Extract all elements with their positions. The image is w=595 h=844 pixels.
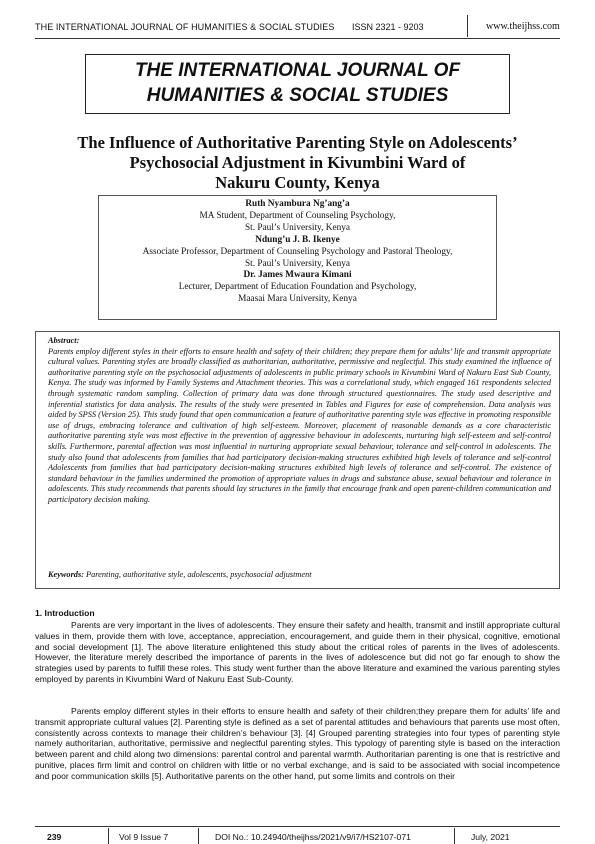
- keywords-text: Parenting, authoritative style, adolescents, psychosocial adjustment: [86, 570, 312, 579]
- running-header: [35, 19, 560, 35]
- header-journal-name: THE INTERNATIONAL JOURNAL OF HUMANITIES & SOCIAL STUDIES: [35, 22, 335, 32]
- author-affiliation: Associate Professor, Department of Counseling Psychology and Pastoral Theology,: [142, 246, 453, 257]
- author-name: Ndung’u J. B. Ikenye: [255, 234, 340, 245]
- footer-doi: DOI No.: 10.24940/theijhss/2021/v9/i7/HS2107-071: [215, 832, 411, 842]
- journal-title-box: [85, 54, 510, 114]
- abstract-label: Abstract:: [48, 336, 80, 345]
- keywords: [48, 570, 551, 579]
- page-number: 239: [47, 832, 62, 842]
- section-heading: 1. Introduction: [35, 608, 95, 618]
- header-divider: [467, 15, 468, 37]
- author-affiliation: Maasai Mara University, Kenya: [238, 294, 357, 305]
- abstract-text: Parents employ different styles in their efforts to ensure health and safety of their children; they prepare them for adults’ life and transmit appropriate cultural values. Parenting styles are broadly classified as authoritarian, authoritative, permissive and neglectful. This study examined the influence of authoritative parenting style on the psychosocial adjustments of adolescents in public primary schools in Kivumbini Ward of Nakuru East Sub County, Kenya. The study was informed by Family Systems and Attachment theories. This was a correlational study, which engaged 161 respondents selected through systematic random sampling. Collection of primary data was done through structured questionnaires. The study used descriptive and inferential statistics for data analysis. The results of the study were presented in Tables and Figures for ease of comprehension. Data analysis was aided by SPSS (Version 25). This study found that open communication a feature of authoritative parenting style was effective in promoting responsible use of drugs, embracing tolerance and cultivation of high self-esteem. Moreover, placement of reasonable demands as a core characteristic authoritative parenting style was most effective in the prevention of aggressive behaviour in adolescents, nurturing high self-esteem and self-control skills. Furthermore, parental affection was most influential in nurturing appropriate sexual behaviour, tolerance and self-control in adolescents. The study also found that adolescents from families that had participatory decision-making structures exhibited high levels of tolerance and self-control Adolescents from families that had participatory decision-making structures exhibited high levels of tolerance and self-control. The existence of standard behaviour in the families undermined the promotion of appropriate values in drugs and substance abuse, sexual behaviour and tolerance in adolescents. This study recommends that parents should lay structures in the family that encourage frank and open parent-children communication and participatory decision making.: [48, 346, 551, 504]
- author-name: Ruth Nyambura Ng’ang’a: [245, 199, 350, 209]
- header-rule: [35, 38, 560, 39]
- header-issn: ISSN 2321 - 9203: [352, 22, 424, 32]
- header-website: www.theijhss.com: [486, 21, 560, 32]
- intro-paragraph-1: [35, 620, 560, 685]
- author-affiliation: Lecturer, Department of Education Foundation and Psychology,: [178, 282, 417, 293]
- footer-volume: Vol 9 Issue 7: [119, 832, 169, 842]
- journal-title-line2: HUMANITIES & SOCIAL STUDIES: [146, 85, 449, 106]
- author-affiliation: St. Paul’s University, Kenya: [244, 258, 350, 269]
- article-title-line3: Nakuru County, Kenya: [215, 173, 380, 192]
- author-affiliation: MA Student, Department of Counseling Psychology,: [199, 210, 396, 221]
- footer-rule: [35, 826, 560, 827]
- article-title-line2: Psychosocial Adjustment in Kivumbini Ward of: [129, 153, 466, 172]
- abstract-box: [35, 331, 560, 589]
- author-affiliation: St. Paul’s University, Kenya: [244, 222, 350, 233]
- author-block: [98, 199, 497, 306]
- intro-paragraph-2-text: Parents employ different styles in their efforts to ensure health and safety of their children;they prepare them for adults’ life and transmit appropriate cultural values [2]. Parenting style is defined as a set of parental attitudes and behaviours that parents use most often, consistently across contexts to manage their children’s behaviour [3]. [4] Grouped parenting strategies into four types of parenting style namely authoritarian, authoritative, permissive and neglectful parenting styles. This typology of parenting style is based on the interaction between parent and child along two dimensions: parental control and parental warmth. Authoritarian parenting is one that is restrictive and punitive, places firm limit and control on children with little or no verbal exchange, and is said to be associated with social incompetence and poor communication skills [5]. Authoritative parents on the other hand, put some limits and controls on their: [35, 706, 560, 781]
- intro-paragraph-2: [35, 706, 560, 782]
- abstract: [48, 336, 551, 506]
- footer-date: July, 2021: [471, 832, 510, 842]
- article-title-line1: The Influence of Authoritative Parenting Style on Adolescents’: [77, 133, 518, 152]
- author-name: Dr. James Mwaura Kimani: [243, 270, 352, 281]
- intro-paragraph-1-text: Parents are very important in the lives of adolescents. They ensure their safety and health, transmit and instill appropriate cultural values in them, provide them with love, acceptance, appreciation, encouragement, and guide them in their physical, cognitive, emotional and social development [1]. The above literature enlightened this study about the critical roles of parents in the lives of adolescents. However, the literature merely described the importance of parents in the lives of adolescence but did not go far enough to show the strategies used by parents to fulfill these roles. This study went further than the above literature and examined the various parenting styles employed by parents in Kivumbini Ward of Nakuru East Sub-County.: [35, 620, 560, 684]
- journal-title-line1: THE INTERNATIONAL JOURNAL OF: [134, 60, 461, 81]
- keywords-label: Keywords:: [48, 570, 84, 579]
